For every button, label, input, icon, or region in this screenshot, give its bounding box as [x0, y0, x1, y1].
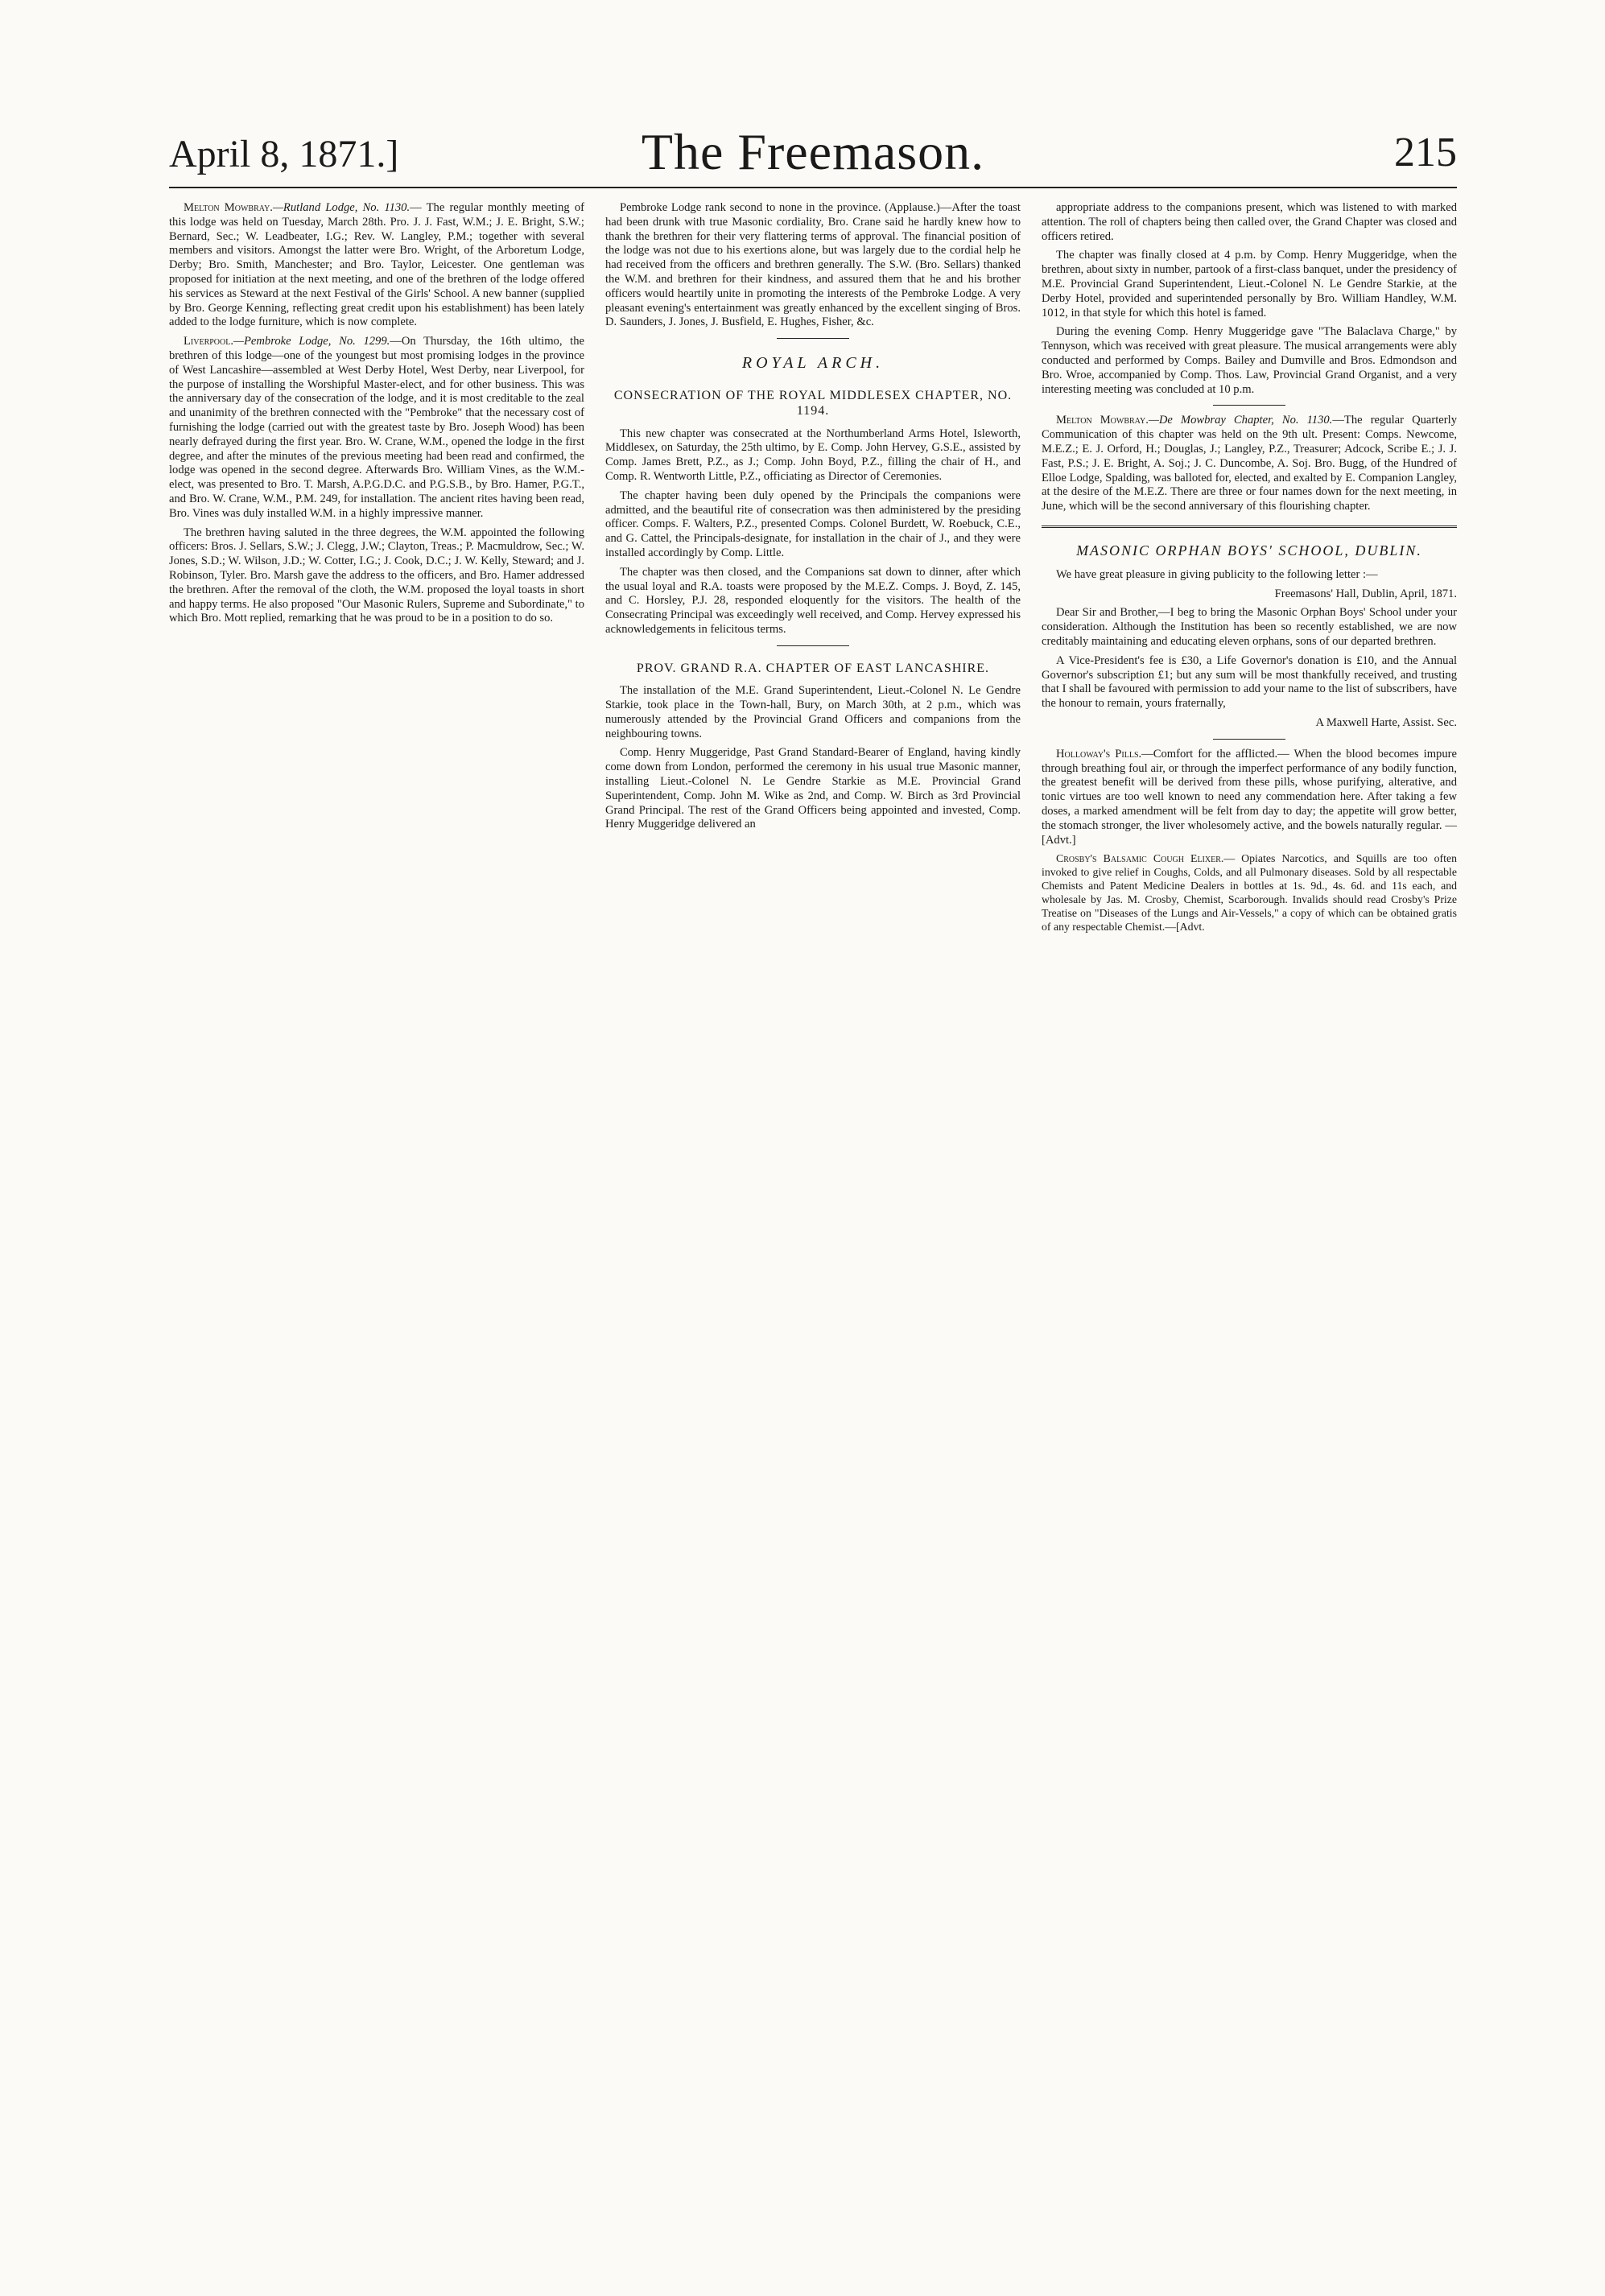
double-rule [1042, 526, 1457, 528]
section-heading-royal-arch: ROYAL ARCH. [741, 354, 885, 373]
section-heading-orphan-school: MASONIC ORPHAN BOYS' SCHOOL, DUBLIN. [1076, 542, 1422, 559]
article-lead: Melton Mowbray. [1056, 414, 1149, 427]
article-paragraph: The chapter was finally closed at 4 p.m. by Comp. Henry Muggeridge, when the brethren, about sixty in number, partook of a first-class banquet, under the presidency of M.E. Provincial Grand Superintendent, Lieut.-Colonel N. Le Gendre Starkie, at the Derby Hotel, provided and superintended personally by Bro. William Handley, W.M. 1012, in that style for which this hotel is famed. [1042, 249, 1457, 319]
article-paragraph: We have great pleasure in giving publicity to the following letter :— [1056, 567, 1378, 581]
divider [777, 338, 849, 339]
advert-crosby [1042, 852, 1457, 934]
article-text: —The regular Quarterly Communication of this chapter was held on the 9th ult. Present: Comps. Newcome, M.E.Z.; E. J. Orford, H.; Douglas, J.; Langley, P.Z., Treasurer; Adcock, Scribe E.; J. J. Fast, P.S.; J. E. Bright, A. Soj.; J. C. Duncombe, A. Soj. Bro. Bugg, of the Hundred of Elloe Lodge, Spalding, was balloted for, elected, and exalted by E. Companion Langley, at the desire of the M.E.Z. There are three or four names down for the next meeting, in June, which will be the second anniversary of this flourishing chapter. [1042, 414, 1457, 513]
column-3 [1042, 201, 1457, 938]
letter-signature: A Maxwell Harte, Assist. Sec. [1315, 716, 1457, 730]
column-2 [605, 201, 1021, 938]
article-paragraph: appropriate address to the companions present, which was listened to with marked attention. The roll of chapters being then called over, the Grand Chapter was closed and officers retired. [1042, 201, 1457, 243]
article-liverpool [169, 335, 584, 521]
article-lead: Melton Mowbray. [184, 201, 273, 214]
advert-text: —Comfort for the afflicted.— When the blood becomes impure through breathing foul air, or through the imperfect performance of any bodily function, the greatest benefit will be derived from these pills, whose purifying, alterative, and tonic virtues are too well known to need any commendation here. After taking a few doses, a marked amendment will be felt from day to day; the appetite will grow better, the stomach stronger, the liver wholesomely active, and the bowels naturally regular. —[Advt.] [1042, 747, 1457, 847]
divider [1213, 739, 1285, 740]
masthead-rule [169, 187, 1457, 188]
page-number: 215 [1394, 130, 1457, 175]
letter-paragraph: A Vice-President's fee is £30, a Life Governor's donation is £10, and the Annual Governor's subscription £1; but any sum will be most thankfully received, and trusting that I shall be favoured with permission to add your name to the list of subscribers, have the honour to remain, yours fraternally, [1042, 653, 1457, 711]
newspaper-title: The Freemason. [641, 123, 985, 180]
columns [169, 201, 1457, 938]
article-text: —On Thursday, the 16th ultimo, the brethren of this lodge—one of the youngest but most promising lodges in the province of West Lancashire—assembled at West Derby Hotel, West Derby, near Liverpool, for the purpose of installing the Worshipful Master-elect, and for other business. This was the anniversary day of the consecration of the lodge, and it is most creditable to the zeal and unanimity of the brethren connected with the "Pembroke" that the necessary cost of furnishing the lodge (carried out with the greatest taste by Bro. Joseph Wood) has been nearly defrayed during the first year. Bro. W. Crane, W.M., opened the lodge in the first degree, and after the minutes of the previous meeting had been read and confirmed, the lodge was opened in the second degree. Afterwards Bro. William Vines, as the W.M.-elect, was presented to Bro. T. Marsh, A.P.G.D.C. and P.G.S.B., by Bro. Hamer, P.G.T., and Bro. W. Crane, W.M., P.M. 249, for installation. The ancient rites having been read, Bro. Vines was duly installed W.M. in a highly impressive manner. [169, 335, 584, 520]
article-lead: Liverpool. [184, 335, 234, 348]
advert-lead: Crosby's Balsamic Cough Elixer. [1056, 852, 1224, 865]
article-paragraph: The installation of the M.E. Grand Superintendent, Lieut.-Colonel N. Le Gendre Starkie, took place in the Town-hall, Bury, on March 30th, at 2 p.m., which was numerously attended by the Provincial Grand Officers and companions from the neighbouring towns. [605, 684, 1021, 740]
article-text: — The regular monthly meeting of this lodge was held on Tuesday, March 28th. Pro. J. J. Fast, W.M.; J. E. Bright, S.W.; Bernard, Sec.; W. Leadbeater, I.G.; Rev. W. Langley, P.M.; together with several members and visitors. Amongst the latter were Bro. Wright, of the Arboretum Lodge, Derby; Bro. Smith, Manchester; and Bro. Taylor, Leicester. One gentleman was proposed for initiation at the next meeting, and one of the brethren of the lodge offered his services as Steward at the next Festival of the Girls' School. A new banner (supplied by Bro. George Kenning, reflecting great credit upon his establishment) has been lately added to the lodge furniture, which is now complete. [169, 201, 585, 329]
column-1 [169, 201, 584, 938]
article-heading-consecration: CONSECRATION OF THE ROYAL MIDDLESEX CHAPTER, NO. 1194. [613, 388, 1013, 418]
issue-date: April 8, 1871.] [169, 133, 399, 175]
divider [777, 645, 849, 646]
advert-text: — Opiates Narcotics, and Squills are too often invoked to give relief in Coughs, Colds, and all Pulmonary diseases. Sold by all respectable Chemists and Patent Medicine Dealers in bottles at 1s. 9d., 4s. 6d. and 11s each, and wholesale by Jas. M. Crosby, Chemist, Scarborough. Invalids should read Crosby's Prize Treatise on "Diseases of the Lungs and Air-Vessels," a copy of which can be obtained gratis of any respectable Chemist.—[Advt. [1042, 852, 1457, 933]
article-paragraph: This new chapter was consecrated at the Northumberland Arms Hotel, Isleworth, Middlesex, on Saturday, the 25th ultimo, by E. Comp. John Hervey, G.S.E., assisted by Comp. James Brett, P.Z., as J.; Comp. John Boyd, P.Z., filling the chair of H., and Comp. R. Wentworth Little, P.Z., officiating as Director of Ceremonies. [605, 427, 1021, 483]
advert-holloway [1042, 748, 1457, 848]
article-paragraph: Comp. Henry Muggeridge, Past Grand Standard-Bearer of England, having kindly come down from London, performed the ceremony in his usual true Masonic manner, installing Lieut.-Colonel N. Le Gendre Starkie as M.E. Provincial Grand Superintendent, Comp. John M. Wike as 2nd, and Comp. W. Birch as 3rd Provincial Grand Principal. The rest of the Grand Officers being appointed and invested, Comp. Henry Muggeridge delivered an [605, 746, 1021, 831]
article-paragraph: The chapter was then closed, and the Companions sat down to dinner, after which the usual loyal and R.A. toasts were proposed by the M.E.Z. Comps. J. Boyd, Z. 145, and C. Horsley, P.J. 28, responded eloquently for the visitors. The health of the Consecrating Principal was exceedingly well received, and Comp. Hervey expressed his acknowledgements in felicitous terms. [605, 565, 1021, 636]
article-paragraph: The brethren having saluted in the three degrees, the W.M. appointed the following officers: Bros. J. Sellars, S.W.; J. Clegg, J.W.; Clayton, Treas.; P. Macmuldrow, Sec.; W. Jones, S.D.; W. Wilson, J.D.; W. Cotter, I.G.; J. Cook, D.C.; J. W. Kelly, Steward; and J. Robinson, Tyler. Bro. Marsh gave the address to the officers, and Bro. Hamer addressed the brethren. After the removal of the cloth, the W.M. proposed the loyal toasts in short and happy terms. He also proposed "Our Masonic Rulers, Supreme and Subordinate," to which Bro. Mott replied, remarking that he was proud to be in a position to do so. [169, 526, 584, 625]
masthead [169, 105, 1457, 182]
article-heading-prov-grand: PROV. GRAND R.A. CHAPTER OF EAST LANCASHIRE. [636, 661, 990, 675]
article-paragraph: During the evening Comp. Henry Muggeridge gave "The Balaclava Charge," by Tennyson, which was received with great pleasure. The musical arrangements were ably conducted and performed by Comps. Bailey and Dumville and Bros. Edmondson and Bro. Wroe, accompanied by Comp. Thos. Law, Provincial Grand Organist, and a very interesting meeting was concluded at 10 p.m. [1042, 325, 1457, 396]
article-paragraph: The chapter having been duly opened by the Principals the companions were admitted, and the beautiful rite of consecration was then administered by the presiding officer. Comps. F. Walters, P.Z., presented Comps. Colonel Burdett, W. Roebuck, C.E., and G. Cattel, the Principals-designate, for installation in the chair of J., and they were installed accordingly by Comp. Little. [605, 488, 1021, 559]
article-melton-lodge [169, 201, 584, 330]
article-paragraph: Pembroke Lodge rank second to none in the province. (Applause.)—After the toast had been drunk with true Masonic cordiality, Bro. Crane said he hardly knew how to thank the brethren for their very flattering terms of approval. The financial position of the lodge was not due to his exertions alone, but was largely due to the cordial help he had received from the officers and brethren generally. The S.W. (Bro. Sellars) thanked the W.M. and brethren for their kindness, and assured them that he and his brother officers would heartily unite in promoting the interests of the Pembroke Lodge. A very pleasant evening's entertainment was greatly enhanced by the excellent singing of Bros. D. Saunders, J. Jones, J. Busfield, E. Hughes, Fisher, &c. [605, 201, 1021, 329]
chapter-name: —De Mowbray Chapter, No. 1130. [1148, 414, 1333, 427]
letter-place-date: Freemasons' Hall, Dublin, April, 1871. [1274, 587, 1457, 600]
divider [1213, 405, 1285, 406]
article-melton-chapter [1042, 414, 1457, 514]
letter-paragraph: Dear Sir and Brother,—I beg to bring the Masonic Orphan Boys' School under your consideration. Although the Institution has been so recently established, we are now creditably maintaining and educating eleven orphans, sons of our departed brethren. [1042, 606, 1457, 649]
lodge-name: —Pembroke Lodge, No. 1299. [233, 335, 390, 348]
newspaper-page [169, 105, 1457, 938]
lodge-name: —Rutland Lodge, No. 1130. [272, 201, 411, 214]
advert-lead: Holloway's Pills. [1056, 747, 1142, 761]
